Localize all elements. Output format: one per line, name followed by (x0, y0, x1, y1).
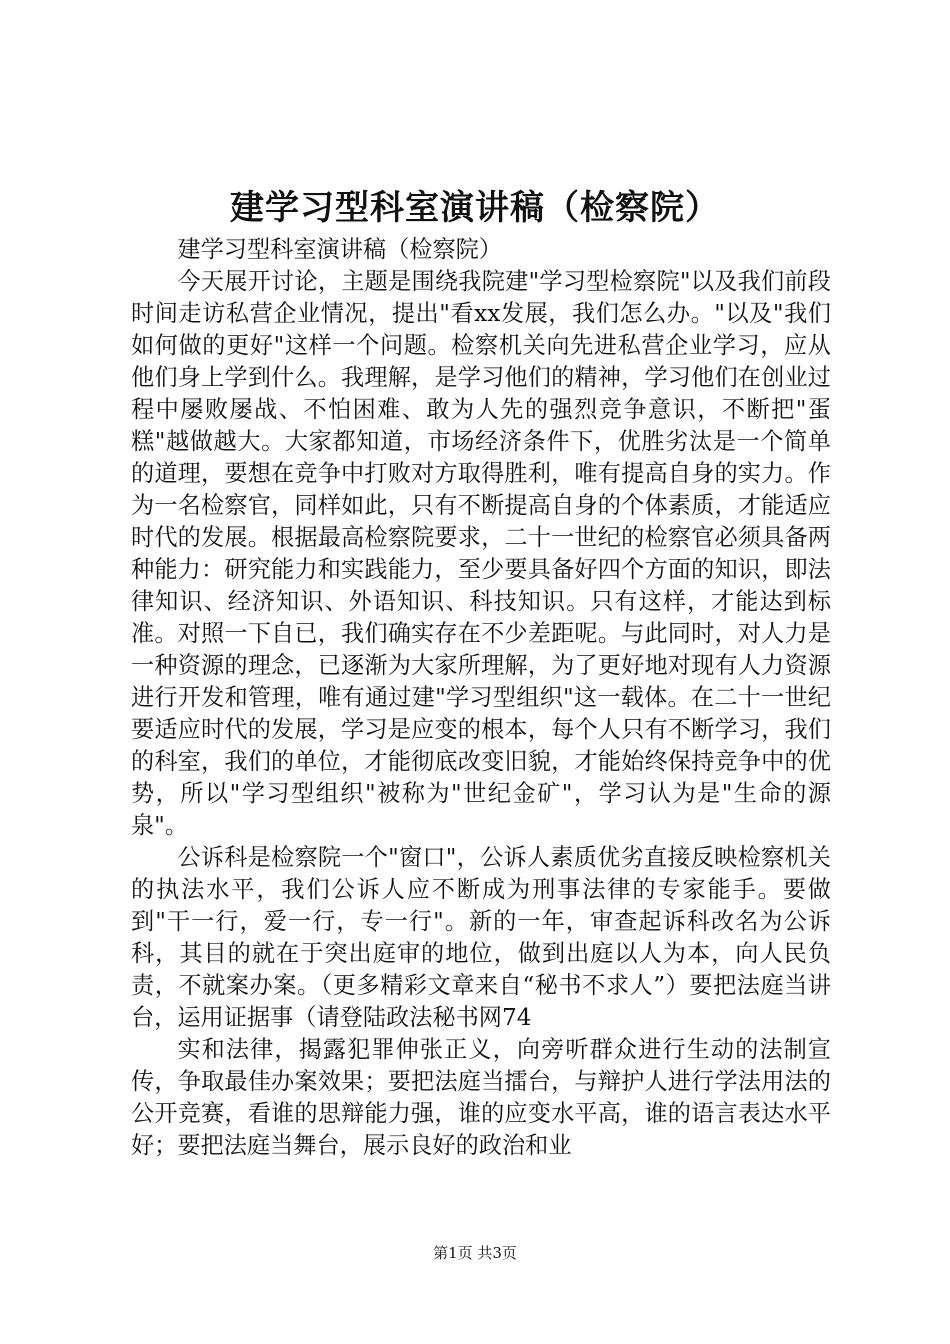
page-footer (0, 1242, 950, 1264)
page-indicator: 第1页 共3页 (433, 1244, 517, 1262)
paragraph: 公诉科是检察院一个"窗口"，公诉人素质优劣直接反映检察机关的执法水平，我们公诉人应不断成为刑事法律的专家能手。要做到"干一行，爱一行，专一行"。新的一年，审查起诉科改名为公诉科，其目的就在于突出庭审的地位，做到出庭以人为本，向人民负责，不就案办案。（更多精彩文章来自“秘书不求人”）要把法庭当讲台，运用证据事（请登陆政法秘书网74 (131, 844, 831, 1031)
document-title: 建学习型科室演讲稿（检察院） (230, 188, 720, 228)
document-body (131, 234, 831, 1162)
paragraph: 实和法律，揭露犯罪伸张正义，向旁听群众进行生动的法制宣传，争取最佳办案效果；要把法庭当擂台，与辩护人进行学法用法的公开竞赛，看谁的思辩能力强，谁的应变水平高，谁的语言表达水平好；要把法庭当舞台，展示良好的政治和业 (131, 1036, 831, 1159)
paragraph: 今天展开讨论，主题是围绕我院建"学习型检察院"以及我们前段时间走访私营企业情况，提出"看xx发展，我们怎么办。"以及"我们如何做的更好"这样一个问题。检察机关向先进私营企业学习，应从他们身上学到什么。我理解，是学习他们的精神，学习他们在创业过程中屡败屡战、不怕困难、敢为人先的强烈竞争意识，不断把"蛋糕"越做越大。大家都知道，市场经济条件下，优胜劣汰是一个简单的道理，要想在竞争中打败对方取得胜利，唯有提高自身的实力。作为一名检察官，同样如此，只有不断提高自身的个体素质，才能适应时代的发展。根据最高检察院要求，二十一世纪的检察官必须具备两种能力：研究能力和实践能力，至少要具备好四个方面的知识，即法律知识、经济知识、外语知识、科技知识。只有这样，才能达到标准。对照一下自已，我们确实存在不少差距呢。与此同时，对人力是一种资源的理念，已逐渐为大家所理解，为了更好地对现有人力资源进行开发和管理，唯有通过建"学习型组织"这一载体。在二十一世纪要适应时代的发展，学习是应变的根本，每个人只有不断学习，我们的科室，我们的单位，才能彻底改变旧貌，才能始终保持竞争中的优势，所以"学习型组织"被称为"世纪金矿"，学习认为是"生命的源泉"。 (131, 268, 831, 839)
paragraph-subtitle: 建学习型科室演讲稿（检察院） (177, 236, 503, 263)
